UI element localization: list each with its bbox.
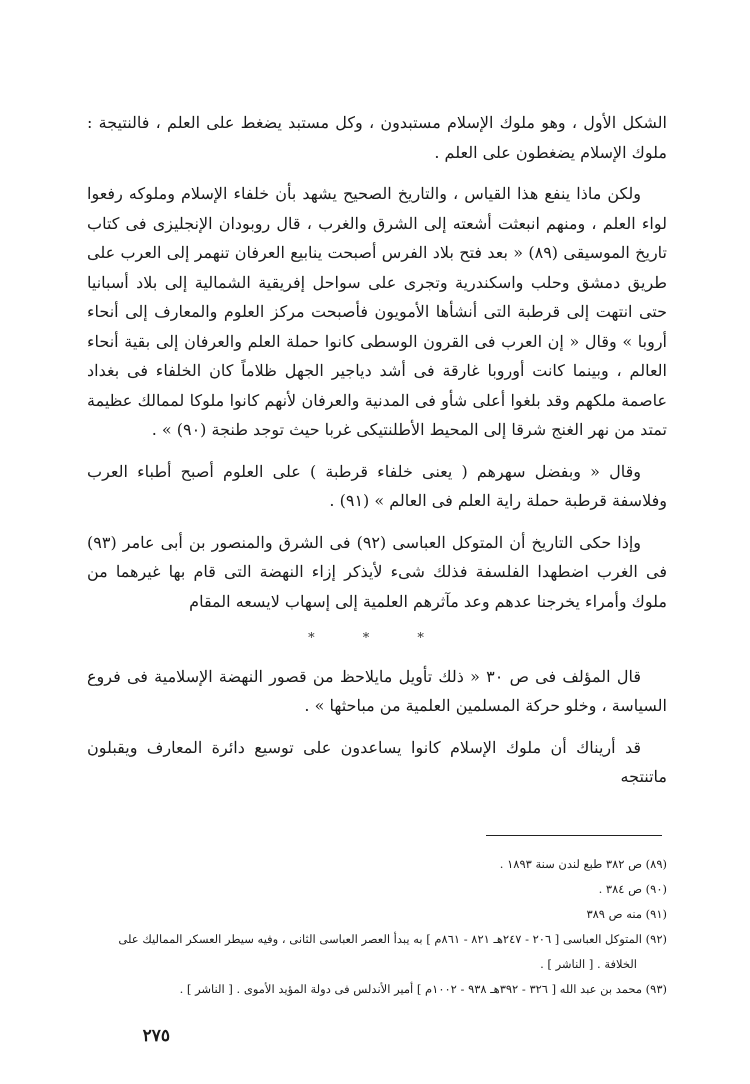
paragraph-5: قال المؤلف فى ص ٣٠ « ذلك تأويل مايلاحظ من قصور النهضة الإسلامية فى فروع السياسة ، وخلو حركة المسلمين العلمية من مباحثها » . bbox=[87, 666, 667, 715]
footnote-89 bbox=[87, 852, 667, 877]
paragraph-2: ولكن ماذا ينفع هذا القياس ، والتاريخ الصحيح يشهد بأن خلفاء الإسلام وملوكه رفعوا لواء العلم ، ومنهم انبعثت أشعته إلى الشرق والغرب ، قال روبودان الإنجليزى فى كتاب تاريخ الموسيقى (٨٩) « بعد فتح بلاد الفرس أصبحت ينابيع العرفان تنهمر إلى العرب على طريق دمشق وحلب واسكندرية وتجرى على سواحل إفريقية الشمالية إلى بلاد أسبانيا حتى انتهت إلى قرطبة التى أنشأها الأمويون فأصبحت مركز العلوم والمعارف إلى أنحاء أروبا » وقال « إن العرب فى القرون الوسطى كانوا حملة العلم والعرفان إلى بقية أنحاء العالم ، وبينما كانت أوروبا غارقة فى أشد دياجير الجهل ظلاماً كان الخلفاء فى بغداد عاصمة ملكهم وقد بلغوا أعلى شأو فى المدنية والعرفان لأنهم كانوا ملوكا لممالك عظيمة تمتد من نهر الغنج شرقا إلى المحيط الأطلنتيكى غربا حيث توجد طنجة (٩٠) » . bbox=[87, 184, 668, 439]
section-separator: * * * bbox=[308, 631, 446, 646]
page-number: ٢٧٥ bbox=[142, 1026, 170, 1046]
paragraph-3: وقال « وبفضل سهرهم ( يعنى خلفاء قرطبة ) على العلوم أصبح أطباء العرب وفلاسفة قرطبة حملة راية العلم فى العالم » (٩١) . bbox=[87, 461, 667, 510]
footnote-rule bbox=[486, 835, 662, 836]
paragraph-4: وإذا حكى التاريخ أن المتوكل العباسى (٩٢) فى الشرق والمنصور بن أبى عامر (٩٣) فى الغرب اضطهدا الفلسفة فذلك شىء لأيذكر إزاء النهضة التى قام بها غيرهما من ملوك وأمراء يخرجنا عدهم وعد مآثرهم العلمية إلى إسهاب لايسعه المقام bbox=[87, 532, 667, 611]
footnotes bbox=[87, 852, 667, 1002]
footnote-92 bbox=[87, 927, 667, 977]
footnote-text: (٩٢) المتوكل العباسى [ ٢٠٦ - ٢٤٧هـ ٨٢١ - ٨٦١م ] به يبدأ العصر العباسى الثانى ، وفيه سيطر العسكر المماليك على bbox=[118, 932, 667, 946]
footnote-text: (٩١) منه ص ٣٨٩ bbox=[586, 907, 667, 921]
footnote-90 bbox=[87, 877, 667, 902]
footnote-text: (٩٣) محمد بن عبد الله [ ٣٢٦ - ٣٩٢هـ ٩٣٨ - ١٠٠٢م ] أمير الأندلس فى دولة المؤيد الأموى . [ الناشر ] . bbox=[179, 982, 667, 996]
footnote-91 bbox=[87, 902, 667, 927]
footnote-text: (٨٩) ص ٣٨٢ طبع لندن سنة ١٨٩٣ . bbox=[499, 857, 667, 871]
footnote-text: (٩٠) ص ٣٨٤ . bbox=[598, 882, 667, 896]
footnote-93 bbox=[87, 977, 667, 1002]
paragraph-6: قد أريناك أن ملوك الإسلام كانوا يساعدون على توسيع دائرة المعارف ويقبلون ماتنتجه bbox=[87, 737, 667, 786]
footnote-continuation: الخلافة . [ الناشر ] . bbox=[540, 957, 637, 971]
main-text bbox=[87, 108, 667, 804]
paragraph-1: الشكل الأول ، وهو ملوك الإسلام مستبدون ، وكل مستبد يضغط على العلم ، فالنتيجة : ملوك الإسلام يضغطون على العلم . bbox=[87, 113, 667, 162]
